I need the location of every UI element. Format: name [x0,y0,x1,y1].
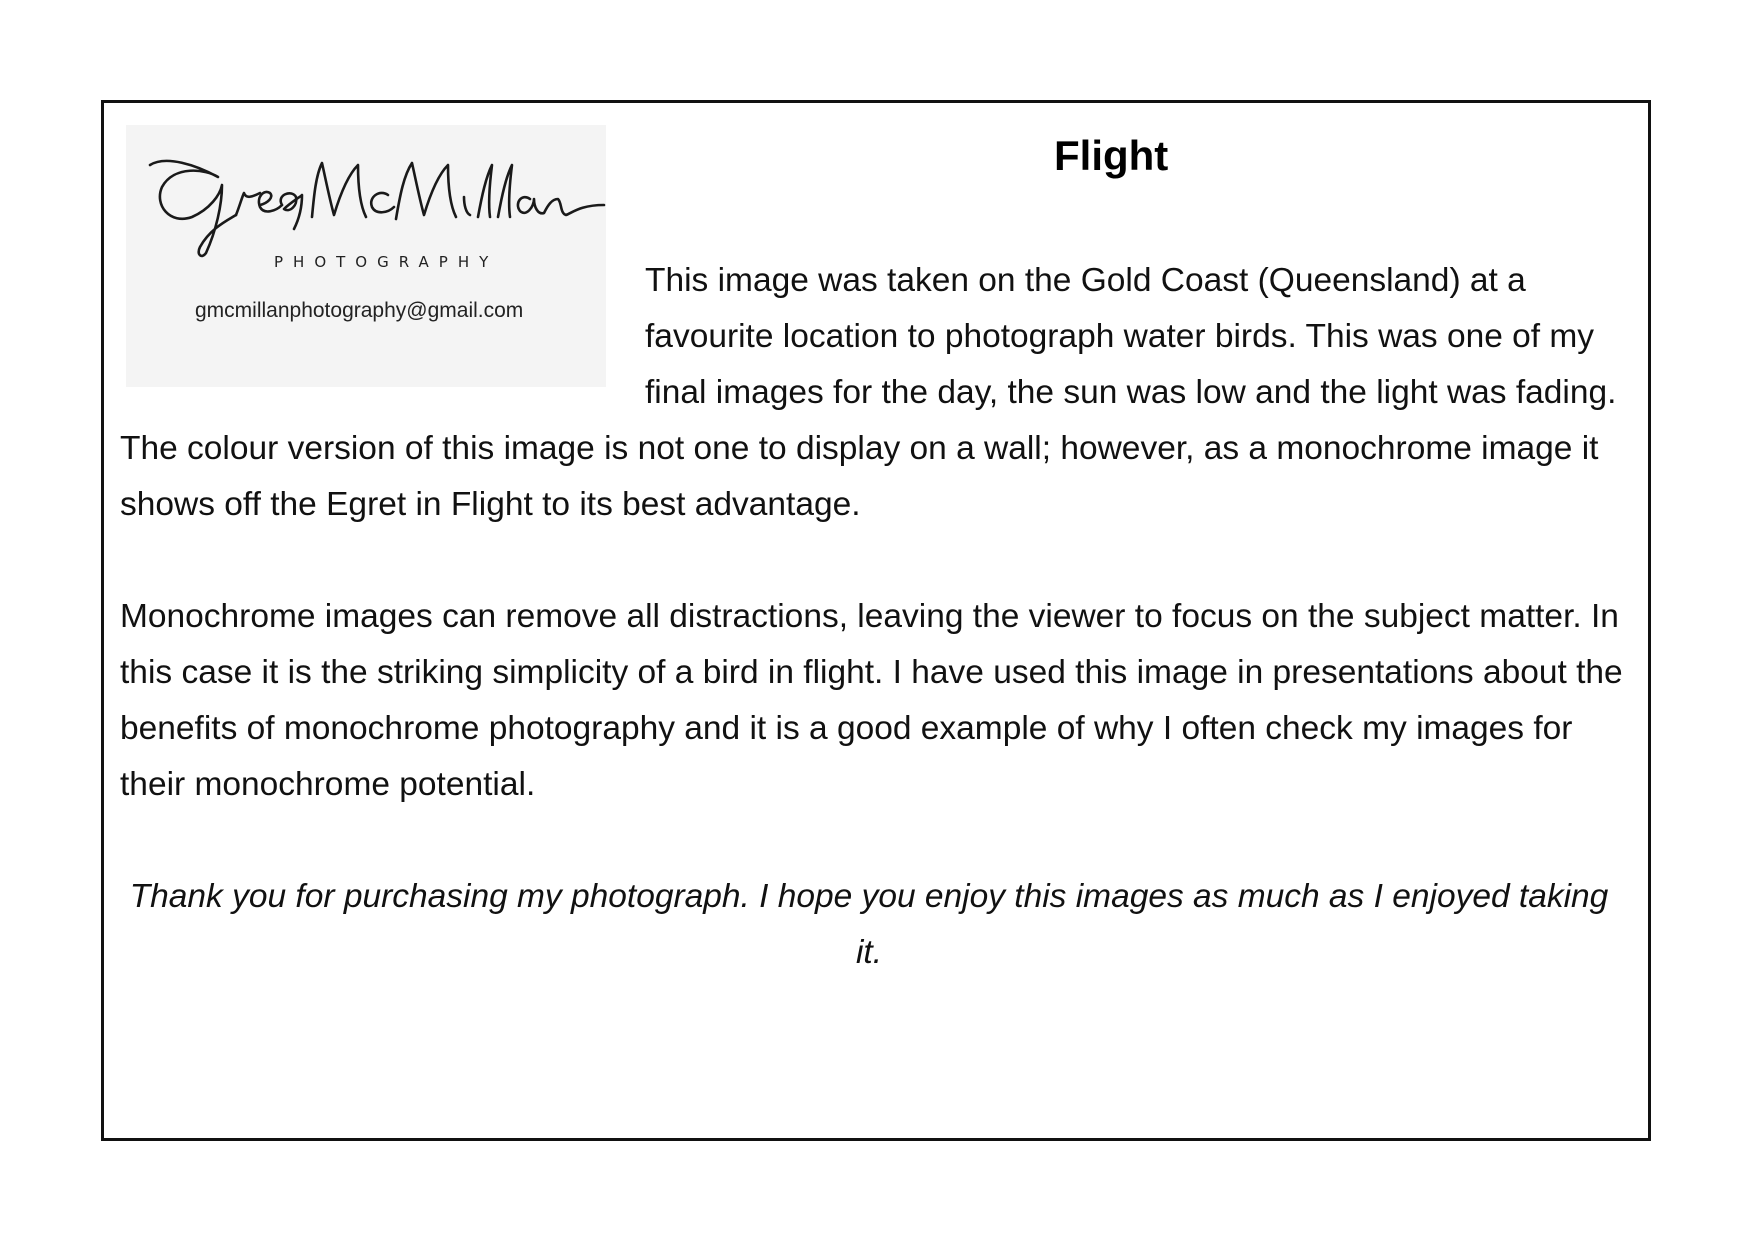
description-body [120,253,1640,981]
contact-email: gmcmillanphotography@gmail.com [195,299,524,322]
description-paragraph-2: Monochrome images can remove all distractions, leaving the viewer to focus on the subject matter. In this case it is the striking simplicity of a bird in flight. I have used this image in presentations about the benefits of monochrome photography and it is a good example of why I often check my images for their monochrome potential. [120,598,1623,803]
logo-subtitle: PHOTOGRAPHY [274,253,499,271]
signature-graphic [126,125,606,265]
photo-title: Flight [1054,132,1169,179]
thank-you-note: Thank you for purchasing my photograph. I hope you enjoy this images as much as I enjoyed taking it. [129,878,1609,971]
photo-info-card [101,100,1651,1141]
logo-wrap-spacer [120,253,645,419]
description-paragraph-1: This image was taken on the Gold Coast (Queensland) at a favourite location to photograph water birds. This was one of my final images for the day, the sun was low and the light was fading. The colour version of this image is not one to display on a wall; however, as a monochrome image it shows off the Egret in Flight to its best advantage. [120,262,1617,523]
